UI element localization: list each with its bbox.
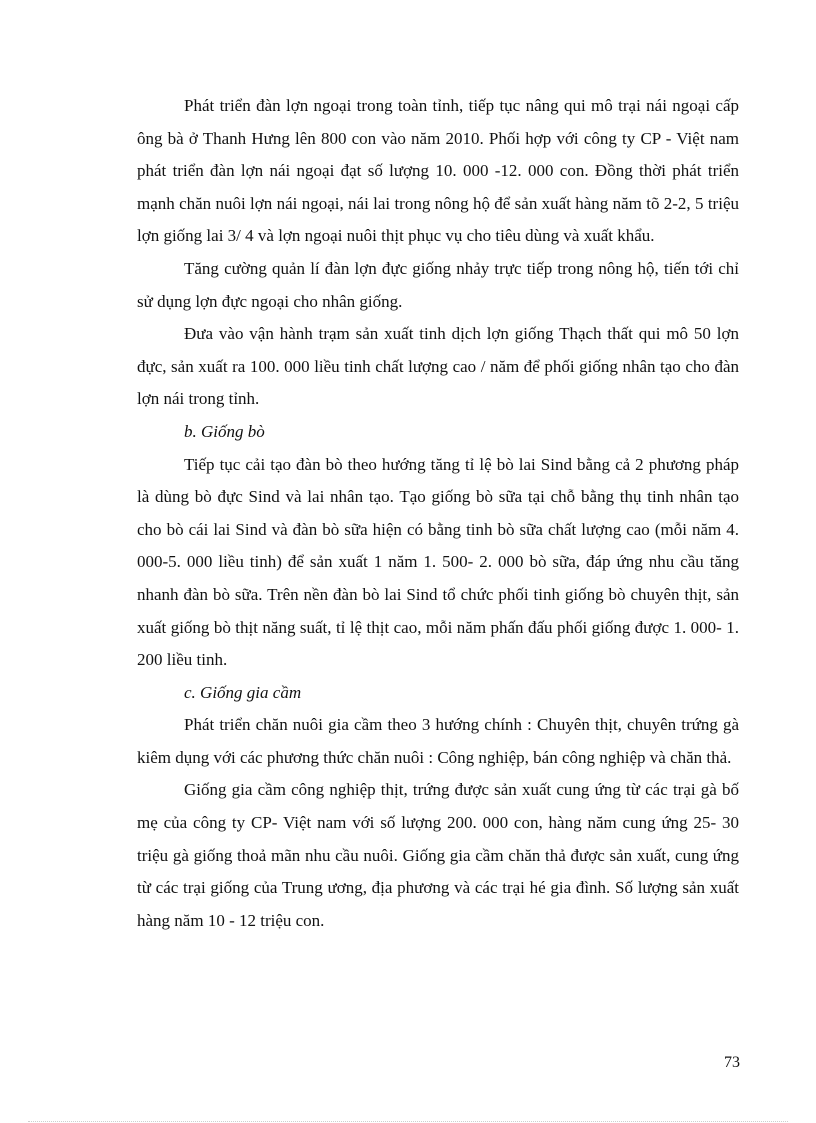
footer-divider (28, 1121, 788, 1122)
paragraph-poultry-directions: Phát triển chăn nuôi gia cầm theo 3 hướng chính : Chuyên thịt, chuyên trứng gà kiêm dụng với các phương thức chăn nuôi : Công nghiệp, bán công nghiệp và chăn thả. (137, 715, 739, 767)
page-number: 73 (724, 1054, 740, 1071)
paragraph-pig-breeding: Phát triển đàn lợn ngoại trong toàn tỉnh, tiếp tục nâng qui mô trại nái ngoại cấp ông bà ở Thanh Hưng lên 800 con vào năm 2010. Phối hợp với công ty CP - Việt nam phát triển đàn lợn nái ngoại đạt số lượng 10. 000 -12. 000 con. Đồng thời phát triển mạnh chăn nuôi lợn nái ngoại, nái lai trong nông hộ để sản xuất hàng năm tõ 2-2, 5 triệu lợn giống lai 3/ 4 và lợn ngoại nuôi thịt phục vụ cho tiêu dùng và xuất khẩu. (137, 96, 739, 246)
page-body (137, 90, 739, 937)
paragraph-semen-station: Đưa vào vận hành trạm sản xuất tinh dịch lợn giống Thạch thất qui mô 50 lợn đực, sản xuất ra 100. 000 liều tinh chất lượng cao / năm để phối giống nhân tạo cho đàn lợn nái trong tỉnh. (137, 324, 739, 409)
paragraph-boar-management: Tăng cường quản lí đàn lợn đực giống nhảy trực tiếp trong nông hộ, tiến tới chỉ sử dụng lợn đực ngoại cho nhân giống. (137, 258, 739, 311)
paragraph-cattle-breeding: Tiếp tục cải tạo đàn bò theo hướng tăng tỉ lệ bò lai Sind bằng cả 2 phương pháp là dùng bò đực Sind và lai nhân tạo. Tạo giống bò sữa tại chỗ bằng thụ tinh nhân tạo cho bò cái lai Sind và đàn bò sữa hiện có bằng tinh bò sữa chất lượng cao (mỗi năm 4. 000-5. 000 liều tinh) để sản xuất 1 năm 1. 500- 2. 000 bò sữa, đáp ứng nhu cầu tăng nhanh đàn bò sữa. Trên nền đàn bò lai Sind tổ chức phối tinh giống bò chuyên thịt, sản xuất giống bò thịt năng suất, tỉ lệ thịt cao, mỗi năm phấn đấu phối giống được 1. 000- 1. 200 liều tinh. (137, 454, 739, 670)
section-heading-poultry: c. Giống gia cầm (184, 682, 302, 702)
paragraph-poultry-supply: Giống gia cầm công nghiệp thịt, trứng được sản xuất cung ứng từ các trại gà bố mẹ của công ty CP- Việt nam với số lượng 200. 000 con, hàng năm cung ứng 25- 30 triệu gà giống thoả mãn nhu cầu nuôi. Giống gia cầm chăn thả được sản xuất, cung ứng từ các trại giống của Trung ương, địa phương và các trại hé gia đình. Số lượng sản xuất hàng năm 10 - 12 triệu con. (137, 780, 739, 930)
section-heading-cattle: b. Giống bò (184, 421, 265, 441)
